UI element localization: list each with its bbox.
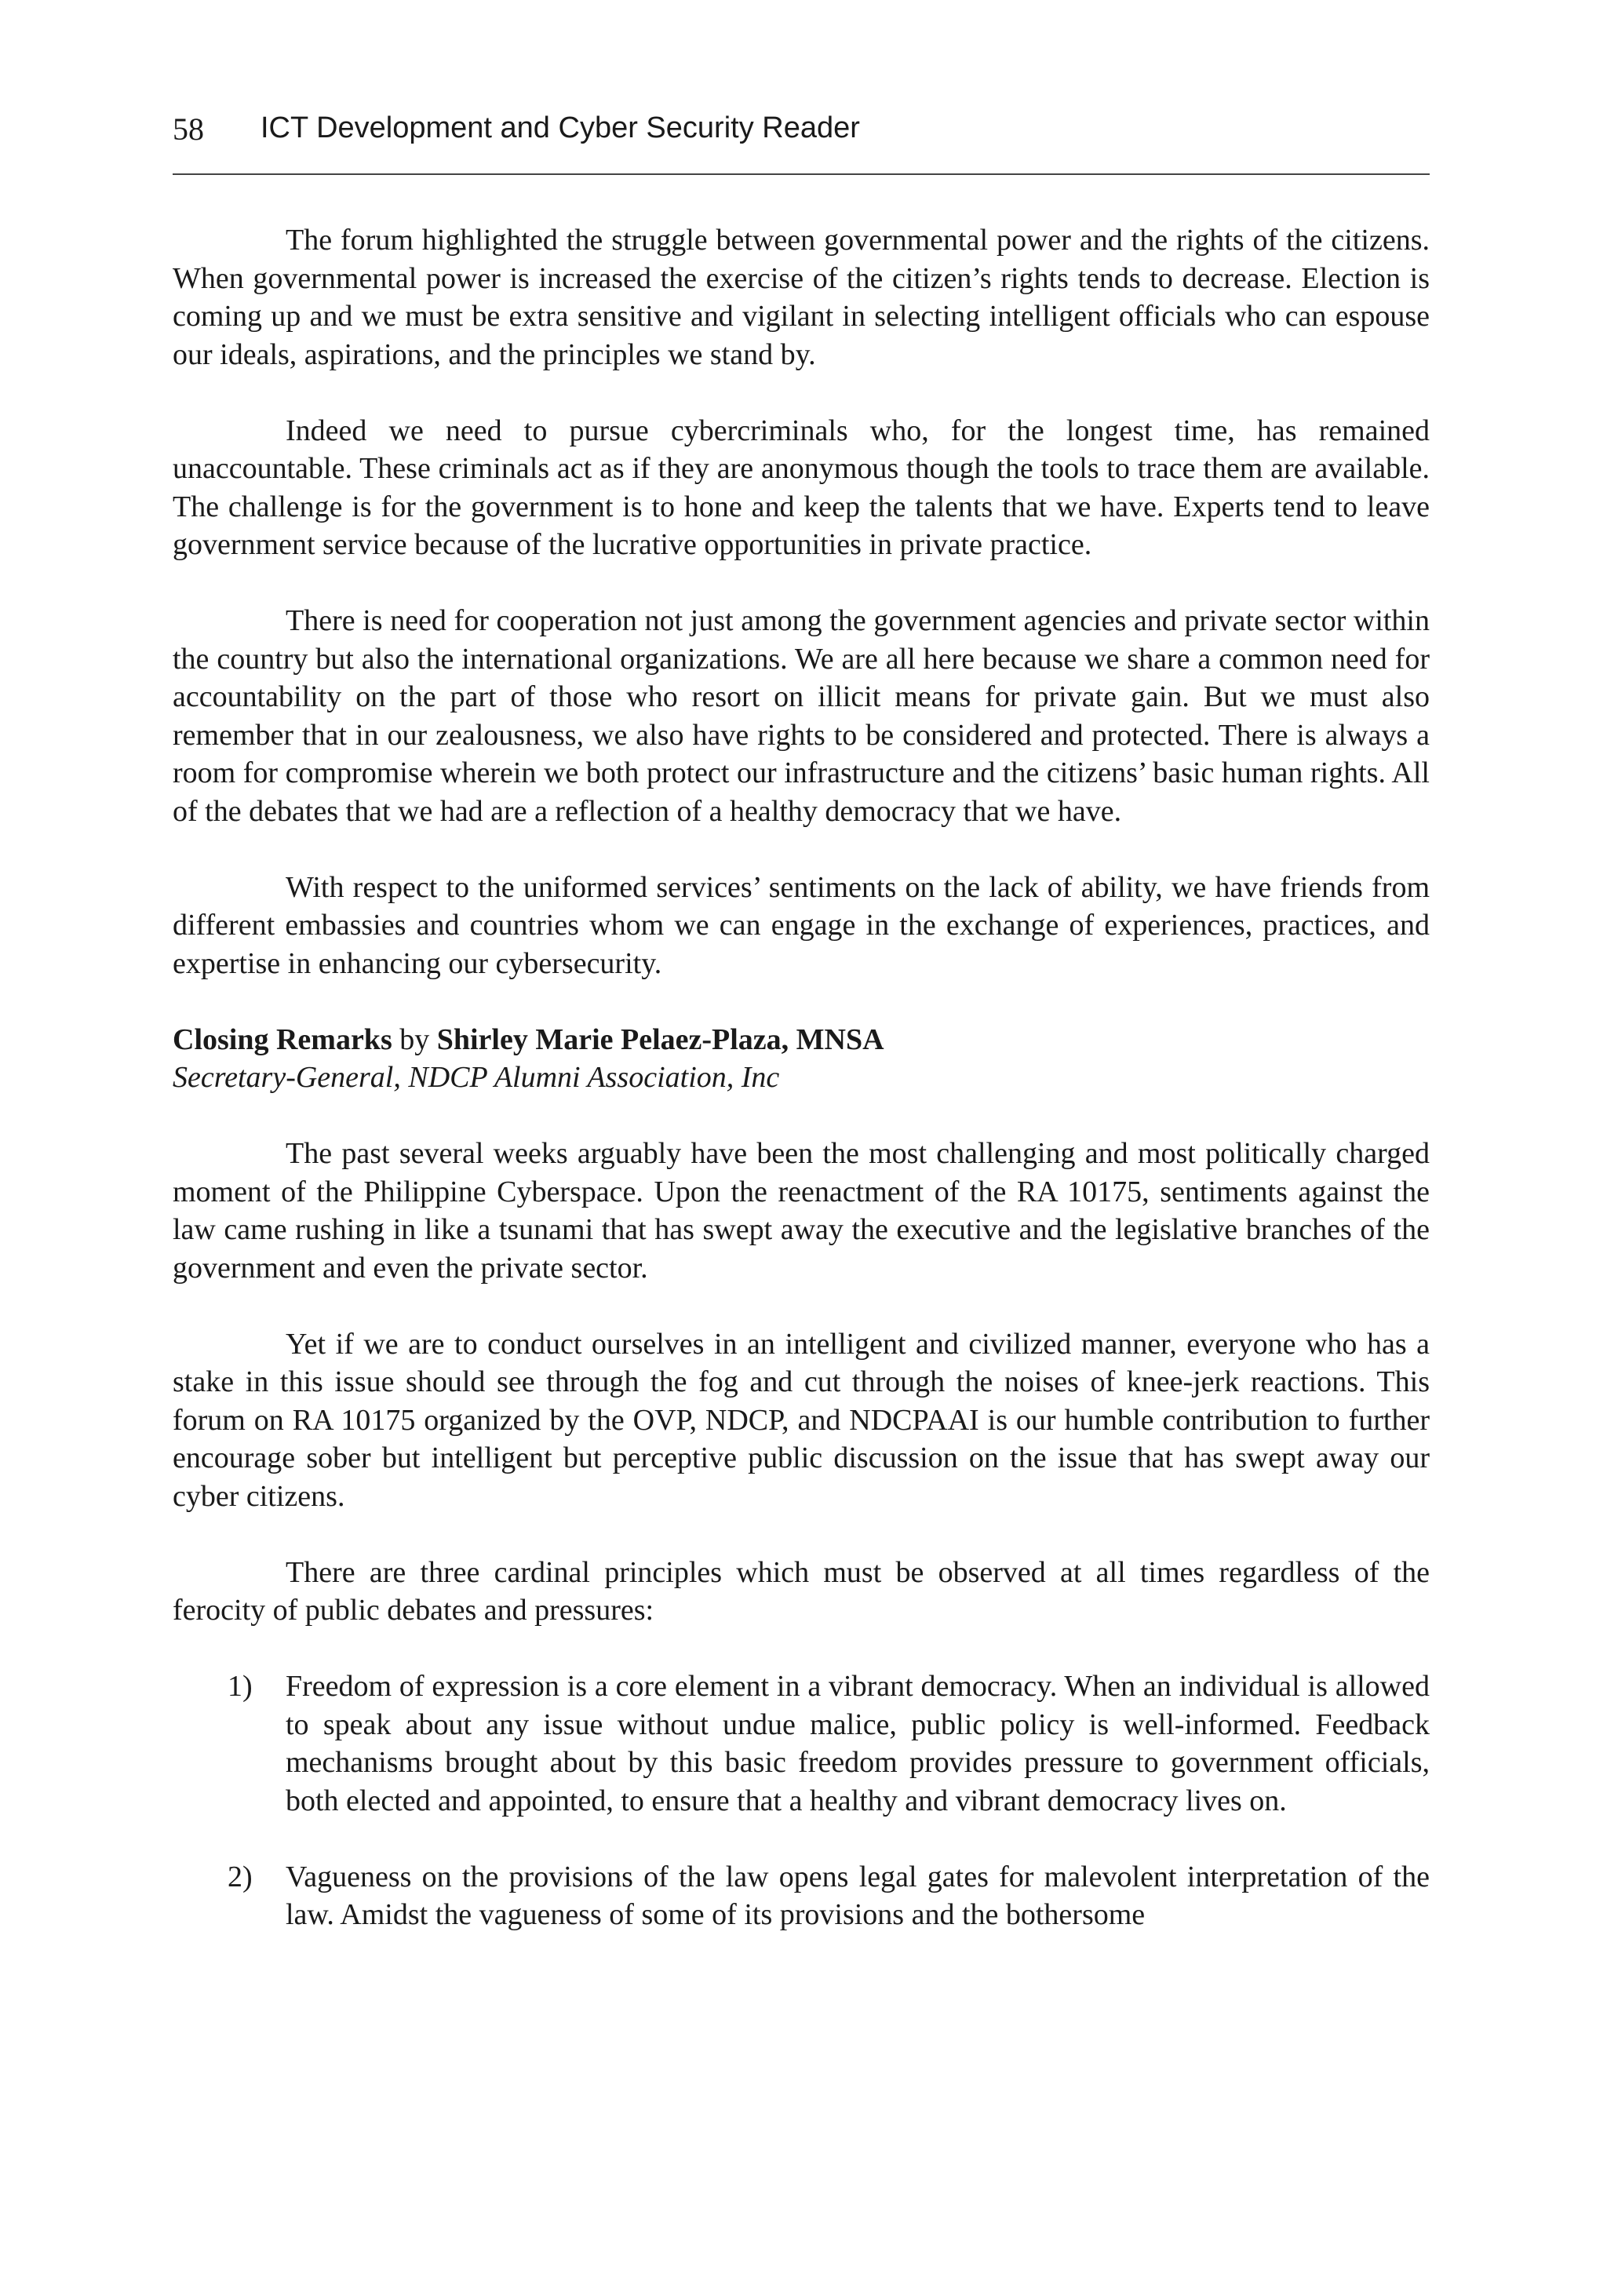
- byline-by: by: [399, 1022, 430, 1056]
- principles-list: [173, 1667, 1430, 1934]
- list-item-text: Vagueness on the provisions of the law opens legal gates for malevolent interpretation of the law. Amidst the vagueness of some of its provisions and the bothersome: [286, 1860, 1430, 1931]
- book-title: ICT Development and Cyber Security Reader: [261, 111, 860, 144]
- list-item-text: Freedom of expression is a core element in a vibrant democracy. When an individual is allowed to speak about any issue without undue malice, public policy is well-informed. Feedback mechanisms brought about by this basic freedom provides pressure to government officials, both elected and appointed, to ensure that a healthy and vibrant democracy lives on.: [286, 1670, 1430, 1817]
- header-divider: [173, 173, 1430, 175]
- list-item-number: 2): [228, 1860, 253, 1893]
- section-heading: Closing Remarks: [173, 1022, 392, 1056]
- list-item: [173, 1858, 1430, 1934]
- body-paragraph: There is need for cooperation not just among the government agencies and private sector within the country but also the international organizations. We are all here because we share a common need for accountability on the part of those who resort on illicit means for private gain. But we must also remember that in our zealousness, we also have rights to be considered and protected. There is always a room for compromise wherein we both protect our infrastructure and the citizens’ basic human rights. All of the debates that we had are a reflection of a healthy democracy that we have.: [173, 604, 1430, 828]
- document-body: [173, 221, 1430, 1972]
- list-item-number: 1): [228, 1670, 253, 1703]
- list-item: [173, 1667, 1430, 1820]
- page-number: 58: [173, 111, 204, 147]
- closing-remarks-byline: [173, 1021, 1430, 1059]
- body-paragraph: Indeed we need to pursue cybercriminals who, for the longest time, has remained unaccountable. These criminals act as if they are anonymous though the tools to trace them are available. The challenge is for the government is to hone and keep the talents that we have. Experts tend to leave government service because of the lucrative opportunities in private practice.: [173, 414, 1430, 561]
- body-paragraph: With respect to the uniformed services’ sentiments on the lack of ability, we have friends from different embassies and countries whom we can engage in the exchange of experiences, practices, and expertise in enhancing our cybersecurity.: [173, 870, 1430, 980]
- body-paragraph: There are three cardinal principles which must be observed at all times regardless of the ferocity of public debates and pressures:: [173, 1555, 1430, 1627]
- running-head: [173, 110, 1430, 149]
- speaker-name: Shirley Marie Pelaez-Plaza, MNSA: [436, 1022, 884, 1056]
- body-paragraph: The past several weeks arguably have been the most challenging and most politically charged moment of the Philippine Cyberspace. Upon the reenactment of the RA 10175, sentiments against the law came rushing in like a tsunami that has swept away the executive and the legislative branches of the government and even the private sector.: [173, 1137, 1430, 1285]
- body-paragraph: Yet if we are to conduct ourselves in an intelligent and civilized manner, everyone who has a stake in this issue should see through the fog and cut through the noises of knee-jerk reactions. This forum on RA 10175 organized by the OVP, NDCP, and NDCPAAI is our humble contribution to further encourage sober but intelligent but perceptive public discussion on the issue that has swept away our cyber citizens.: [173, 1327, 1430, 1513]
- body-paragraph: The forum highlighted the struggle between governmental power and the rights of the citizens. When governmental power is increased the exercise of the citizen’s rights tends to decrease. Election is coming up and we must be extra sensitive and vigilant in selecting intelligent officials who can espouse our ideals, aspirations, and the principles we stand by.: [173, 224, 1430, 371]
- speaker-role: Secretary-General, NDCP Alumni Association, Inc: [173, 1061, 780, 1094]
